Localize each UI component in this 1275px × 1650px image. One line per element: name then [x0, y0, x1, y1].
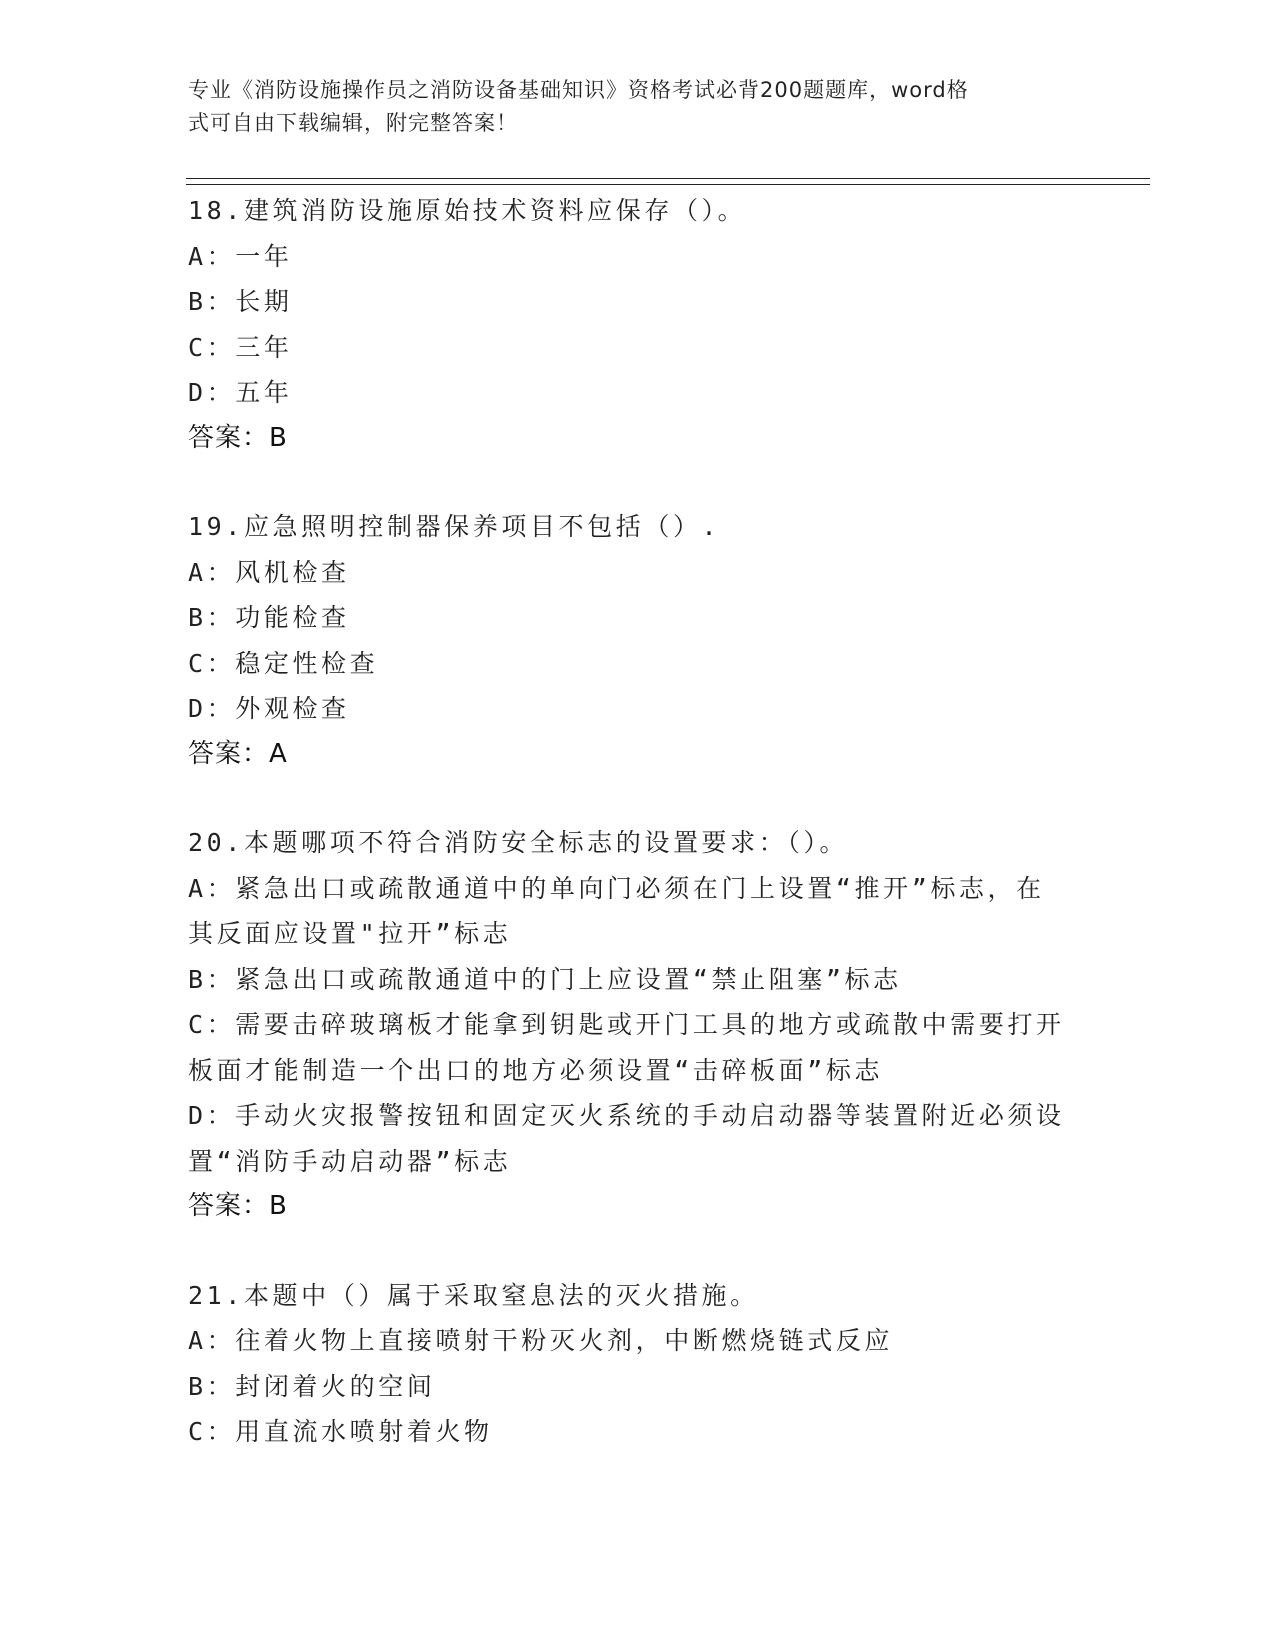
option-a: A：一年	[188, 241, 293, 271]
option-a: A：往着火物上直接喷射干粉灭火剂，中断燃烧链式反应	[188, 1326, 894, 1355]
option-c: C：三年	[188, 332, 293, 362]
option-d: D：五年	[188, 378, 293, 407]
question-stem: 20.本题哪项不符合消防安全标志的设置要求：（）。	[188, 828, 849, 857]
option-b: B：长期	[188, 287, 293, 316]
option-b: B：功能检查	[188, 603, 350, 632]
question-list	[188, 188, 1088, 1498]
question-stem: 19.应急照明控制器保养项目不包括（）.	[188, 512, 721, 541]
option-a: A：风机检查	[188, 557, 350, 587]
question-20	[188, 820, 1088, 1230]
option-d: D：外观检查	[188, 694, 350, 723]
header-line-2: 式可自由下载编辑，附完整答案！	[188, 111, 518, 135]
question-stem: 18.建筑消防设施原始技术资料应保存（）。	[188, 196, 747, 225]
answer: 答案：A	[188, 738, 288, 769]
document-header	[188, 74, 1068, 140]
question-19	[188, 504, 1088, 777]
option-c: C：用直流水喷射着火物	[188, 1417, 493, 1446]
question-21	[188, 1273, 1088, 1455]
question-18	[188, 188, 1088, 461]
option-a: A：紧急出口或疏散通道中的单向门必须在门上设置“推开”标志，在	[188, 873, 1045, 903]
option-d: D：手动火灾报警按钮和固定灭火系统的手动启动器等装置附近必须设	[188, 1101, 1065, 1130]
option-a-continued: 其反面应设置"拉开”标志	[188, 919, 512, 948]
question-stem: 21.本题中（）属于采取窒息法的灭火措施。	[188, 1280, 759, 1310]
header-divider-bottom	[186, 184, 1150, 185]
option-c: C：稳定性检查	[188, 648, 379, 678]
option-c: C：需要击碎玻璃板才能拿到钥匙或开门工具的地方或疏散中需要打开	[188, 1010, 1065, 1039]
option-d-continued: 置“消防手动启动器”标志	[188, 1146, 512, 1176]
answer: 答案：B	[188, 1191, 288, 1221]
answer: 答案：B	[188, 422, 288, 453]
header-line-1: 专业《消防设施操作员之消防设备基础知识》资格考试必背200题题库，word格	[188, 78, 969, 102]
header-divider-top	[186, 178, 1150, 179]
option-c-continued: 板面才能制造一个出口的地方必须设置“击碎板面”标志	[188, 1055, 884, 1085]
option-b: B：封闭着火的空间	[188, 1371, 436, 1401]
option-b: B：紧急出口或疏散通道中的门上应设置“禁止阻塞”标志	[188, 964, 902, 994]
